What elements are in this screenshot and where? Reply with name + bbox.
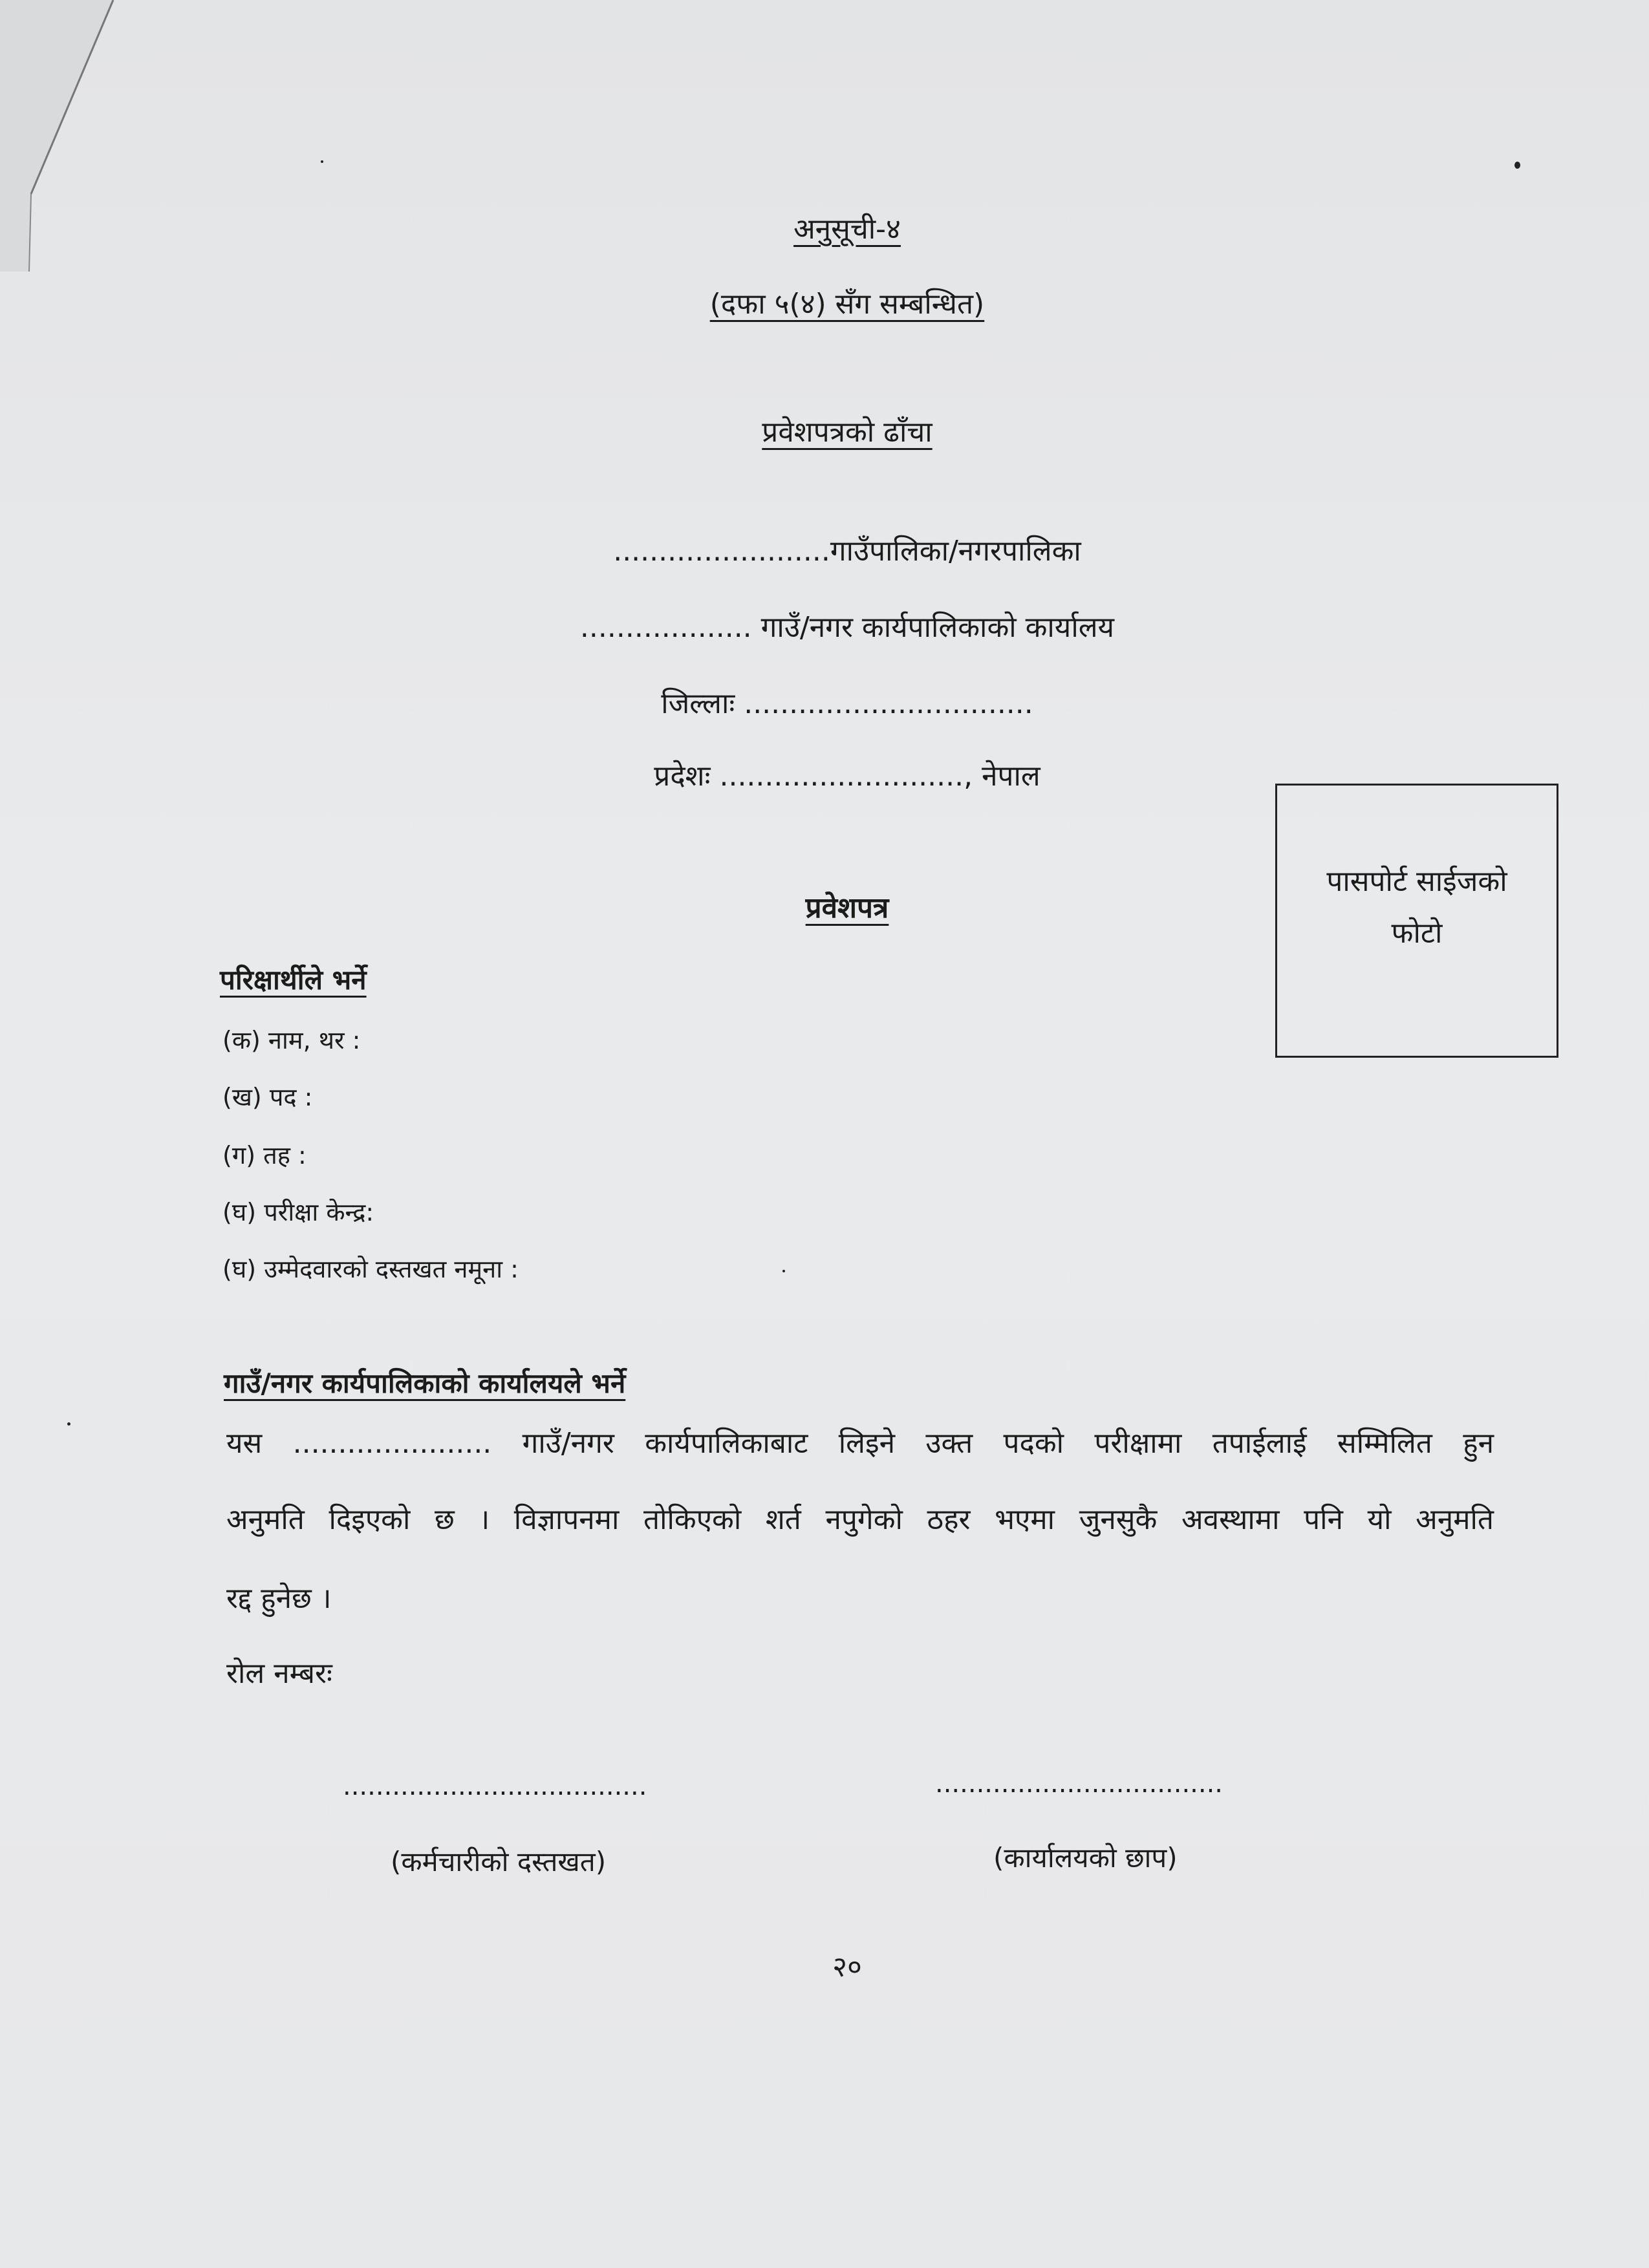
district-line: जिल्लाः ................................ <box>661 687 1033 720</box>
stray-mark <box>321 160 323 163</box>
candidate-section-heading: परिक्षार्थीले भर्ने <box>220 964 367 996</box>
form-title: प्रवेशपत्रको ढाँचा <box>762 416 932 449</box>
schedule-title: अनुसूची-४ <box>793 213 901 246</box>
section-reference: (दफा ५(४) सँग सम्बन्धित) <box>709 288 985 321</box>
field-exam-center: (घ) परीक्षा केन्द्र: <box>222 1198 374 1226</box>
field-post: (ख) पद : <box>222 1083 313 1111</box>
employee-signature-line: ..................................... <box>343 1771 647 1801</box>
field-name: (क) नाम, थर : <box>222 1026 361 1054</box>
office-section-heading: गाउँ/नगर कार्यपालिकाको कार्यालयले भर्ने <box>224 1367 626 1399</box>
employee-signature-label: (कर्मचारीको दस्तखत) <box>391 1846 607 1878</box>
office-stamp-line: ................................... <box>935 1769 1223 1799</box>
stray-mark <box>1514 162 1520 169</box>
stray-mark <box>67 1422 70 1426</box>
office-line: ................... गाउँ/नगर कार्यपालिकाको कार्यालय <box>579 611 1115 644</box>
province-line: प्रदेशः ..........................., नेपाल <box>654 760 1040 793</box>
photo-box-label-line2: फोटो <box>1391 917 1443 950</box>
permission-paragraph-line3: रद्द हुनेछ । <box>226 1582 332 1615</box>
stray-mark <box>782 1270 785 1272</box>
roll-number-label: रोल नम्बरः <box>226 1657 332 1690</box>
permission-paragraph-line2: अनुमति दिइएको छ । विज्ञापनमा तोकिएको शर्त नपुगेको ठहर भएमा जुनसुकै अवस्थामा पनि यो अनुमति <box>226 1503 1494 1536</box>
permission-paragraph-line1: यस ...................... गाउँ/नगर कार्यपालिकाबाट लिइने उक्त पदको परीक्षामा तपाईलाई सम्मिलित हुन <box>226 1427 1494 1460</box>
office-stamp-label: (कार्यालयको छाप) <box>993 1842 1178 1874</box>
page-number: २० <box>832 1951 862 1984</box>
field-level: (ग) तह : <box>222 1141 307 1170</box>
field-signature-sample: (घ) उम्मेदवारको दस्तखत नमूना : <box>222 1255 519 1283</box>
admit-card-title: प्रवेशपत्र <box>805 892 889 925</box>
municipality-line: ........................गाउँपालिका/नगरपालिका <box>613 535 1081 568</box>
photo-box-label-line1: पासपोर्ट साईजको <box>1326 865 1507 898</box>
